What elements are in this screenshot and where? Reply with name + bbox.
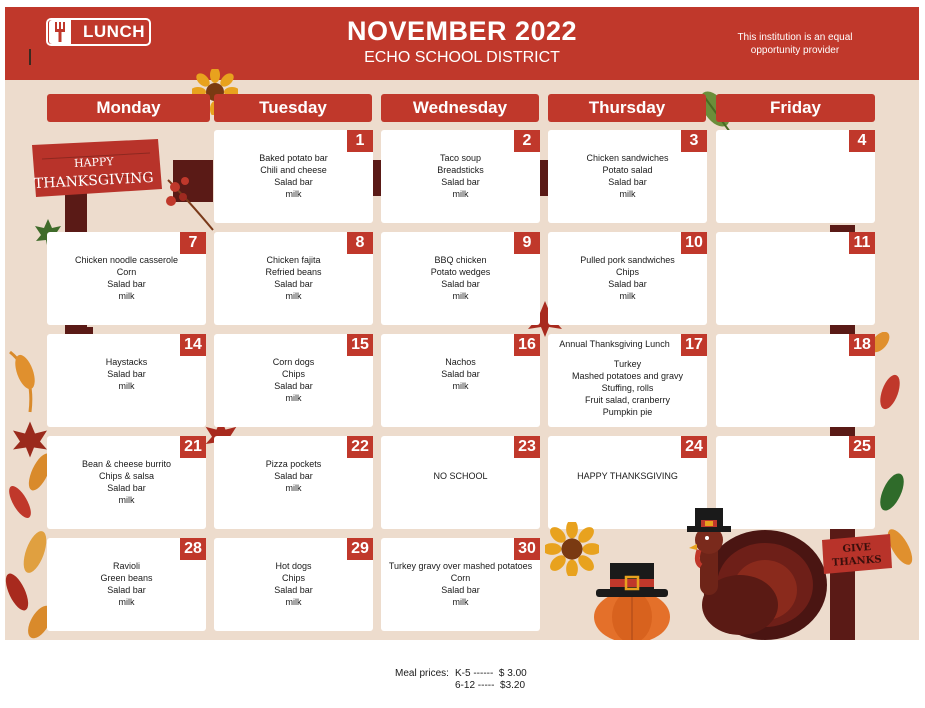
menu-item: Salad bar [107, 279, 146, 289]
menu-item: Chips [615, 267, 639, 277]
menu-item: Pumpkin pie [602, 407, 653, 417]
menu-item: milk [452, 291, 469, 301]
menu-list [385, 560, 536, 608]
calendar-day-29 [214, 538, 373, 631]
price-value: $ 3.00 [498, 668, 527, 679]
menu-item: Salad bar [608, 279, 647, 289]
menu-item: Refried beans [265, 267, 322, 277]
calendar-day-30 [381, 538, 540, 631]
menu-list [552, 254, 703, 302]
day-number: 29 [347, 538, 373, 560]
menu-item: Salad bar [107, 585, 146, 595]
menu-item: Hot dogs [275, 561, 312, 571]
menu-list [218, 152, 369, 200]
day-number: 15 [347, 334, 373, 356]
menu-item: milk [452, 597, 469, 607]
menu-item: Corn [116, 267, 137, 277]
menu-item: Salad bar [274, 381, 313, 391]
calendar-day-18 [716, 334, 875, 427]
day-number: 3 [681, 130, 707, 152]
menu-item: Salad bar [107, 369, 146, 379]
pumpkin-icon [590, 545, 675, 640]
calendar-day-15 [214, 334, 373, 427]
menu-item: Breadsticks [437, 165, 484, 175]
day-number: 24 [681, 436, 707, 458]
menu-item: Chicken sandwiches [586, 153, 669, 163]
day-number: 14 [180, 334, 206, 356]
price-grade: 6-12 ----- [455, 680, 495, 691]
menu-item: Stuffing, rolls [601, 383, 654, 393]
menu-item: Mashed potatoes and gravy [571, 371, 684, 381]
menu-item: milk [285, 393, 302, 403]
calendar-day-21 [47, 436, 206, 529]
menu-item: Potato salad [602, 165, 653, 175]
menu-list [552, 358, 703, 418]
menu-item: Haystacks [105, 357, 148, 367]
day-header-tuesday: Tuesday [214, 94, 372, 122]
menu-item: Salad bar [608, 177, 647, 187]
menu-item: Turkey [613, 359, 642, 369]
day-header-thursday: Thursday [548, 94, 706, 122]
menu-item: milk [118, 381, 135, 391]
menu-list [218, 356, 369, 404]
menu-item: Chili and cheese [260, 165, 327, 175]
day-number: 9 [514, 232, 540, 254]
calendar-poster [5, 7, 919, 640]
menu-item: Chips & salsa [98, 471, 155, 481]
menu-item: Ravioli [112, 561, 140, 571]
meal-prices-label: Meal prices: [395, 668, 449, 679]
sign-text-thanksgiving: THANKSGIVING [33, 169, 155, 193]
price-row [395, 680, 527, 692]
menu-item: milk [619, 291, 636, 301]
menu-item: Taco soup [439, 153, 482, 163]
menu-list [385, 152, 536, 200]
day-number: 7 [180, 232, 206, 254]
menu-item: Salad bar [441, 177, 480, 187]
day-number: 21 [180, 436, 206, 458]
calendar-day-1 [214, 130, 373, 223]
calendar-day-22 [214, 436, 373, 529]
calendar-day-16 [381, 334, 540, 427]
menu-item: Salad bar [441, 585, 480, 595]
menu-item: Green beans [100, 573, 153, 583]
menu-item: Bean & cheese burrito [81, 459, 172, 469]
calendar-day-7 [47, 232, 206, 325]
day-number: 10 [681, 232, 707, 254]
calendar-day-14 [47, 334, 206, 427]
menu-item: Salad bar [274, 471, 313, 481]
menu-item: Salad bar [274, 177, 313, 187]
day-number: 11 [849, 232, 875, 254]
menu-item: Pizza pockets [265, 459, 322, 469]
header-band [5, 7, 919, 80]
menu-item: Salad bar [274, 279, 313, 289]
berries-icon [163, 175, 218, 235]
day-number: 8 [347, 232, 373, 254]
menu-list [218, 458, 369, 494]
menu-list [218, 254, 369, 302]
day-header-monday: Monday [47, 94, 210, 122]
menu-item: milk [118, 597, 135, 607]
menu-list [385, 356, 536, 392]
menu-item: Salad bar [441, 279, 480, 289]
menu-list [51, 254, 202, 302]
day-number: 28 [180, 538, 206, 560]
page-subtitle: ECHO SCHOOL DISTRICT [364, 49, 560, 66]
calendar-day-17 [548, 334, 707, 427]
day-number: 2 [514, 130, 540, 152]
menu-item: Salad bar [107, 483, 146, 493]
menu-list [385, 254, 536, 302]
menu-item: Baked potato bar [259, 153, 328, 163]
menu-item: Chips [281, 573, 305, 583]
menu-list [51, 356, 202, 392]
menu-item: Pulled pork sandwiches [580, 255, 675, 265]
menu-item: Corn [450, 573, 471, 583]
day-number: 17 [681, 334, 707, 356]
price-row [395, 668, 527, 680]
calendar-day-11 [716, 232, 875, 325]
menu-list [552, 152, 703, 200]
day-number: 1 [347, 130, 373, 152]
menu-item: Chicken fajita [266, 255, 321, 265]
menu-item: milk [285, 597, 302, 607]
sign-text-give: GIVE [842, 542, 872, 555]
menu-item: milk [619, 189, 636, 199]
calendar-day-2 [381, 130, 540, 223]
menu-item: Nachos [445, 357, 476, 367]
calendar-day-9 [381, 232, 540, 325]
calendar-day-10 [548, 232, 707, 325]
day-number: 25 [849, 436, 875, 458]
calendar-day-8 [214, 232, 373, 325]
menu-list [51, 458, 202, 506]
menu-item: milk [452, 381, 469, 391]
calendar-day-4 [716, 130, 875, 223]
menu-item: milk [285, 483, 302, 493]
menu-item: Chips [281, 369, 305, 379]
menu-item: Salad bar [274, 585, 313, 595]
calendar-day-28 [47, 538, 206, 631]
day-number: 22 [347, 436, 373, 458]
calendar-day-3 [548, 130, 707, 223]
no-school-note: NO SCHOOL [433, 471, 488, 481]
menu-item: Chicken noodle casserole [74, 255, 179, 265]
menu-item: Potato wedges [430, 267, 491, 277]
menu-item: BBQ chicken [434, 255, 487, 265]
price-value: $3.20 [500, 680, 526, 691]
day-number: 30 [514, 538, 540, 560]
menu-item: Turkey gravy over mashed potatoes [388, 561, 533, 571]
calendar-day-23 [381, 436, 540, 529]
menu-list [218, 560, 369, 608]
menu-item: milk [285, 291, 302, 301]
day-number: 4 [849, 130, 875, 152]
day-number: 16 [514, 334, 540, 356]
menu-item: milk [285, 189, 302, 199]
equal-opportunity-notice: This institution is an equal opportunity provider [737, 32, 853, 56]
menu-list [51, 560, 202, 608]
menu-item: Corn dogs [272, 357, 315, 367]
day-number: 18 [849, 334, 875, 356]
menu-item: milk [118, 495, 135, 505]
menu-item: Salad bar [441, 369, 480, 379]
wooden-sign-icon [820, 532, 895, 640]
day-number: 23 [514, 436, 540, 458]
holiday-note: HAPPY THANKSGIVING [577, 471, 678, 481]
meal-prices [395, 668, 527, 692]
day-header-wednesday: Wednesday [381, 94, 539, 122]
page-title: NOVEMBER 2022 [346, 16, 578, 46]
menu-item: milk [118, 291, 135, 301]
day-header-friday: Friday [716, 94, 875, 122]
sign-text-thanks: THANKS [831, 554, 883, 569]
sign-text-happy: HAPPY [73, 154, 114, 171]
logo-label: LUNCH [83, 22, 145, 41]
menu-item: milk [452, 189, 469, 199]
special-event-title: Annual Thanksgiving Lunch [559, 339, 670, 349]
menu-item: Fruit salad, cranberry [584, 395, 671, 405]
price-grade: K-5 ------ [455, 668, 494, 679]
